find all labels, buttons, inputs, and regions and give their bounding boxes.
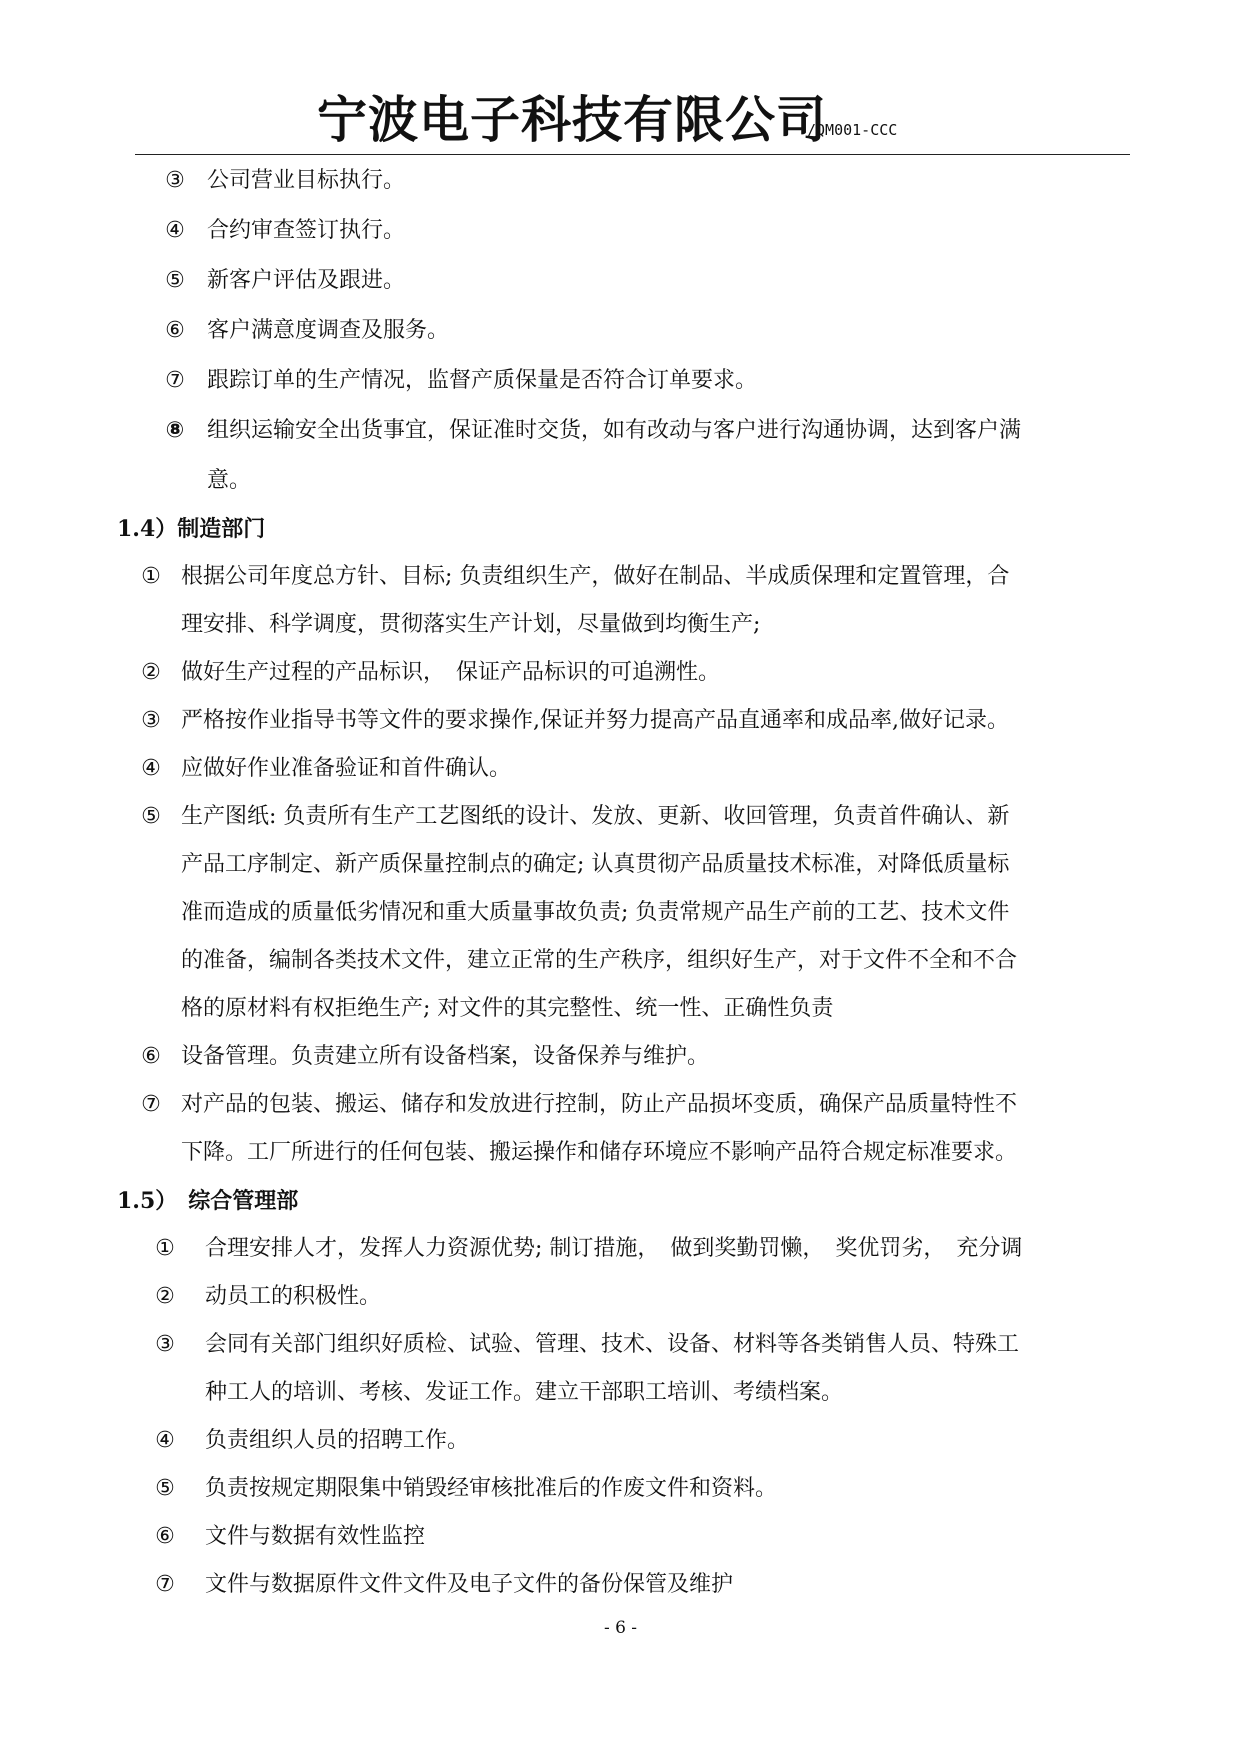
list-item (0, 658, 1241, 708)
list-item (0, 416, 1241, 466)
item-marker: ② (155, 1284, 175, 1309)
page-number: - 6 - (603, 1618, 638, 1638)
item-text: 文件与数据原件文件文件及电子文件的备份保管及维护 (205, 1572, 734, 1597)
item-text: 动员工的积极性。 (205, 1284, 382, 1309)
document-code: /QM001-CCC (807, 121, 898, 139)
item-text: 设备管理。负责建立所有设备档案，设备保养与维护。 (181, 1044, 710, 1069)
list-item (0, 1282, 1241, 1332)
item-text: 格的原材料有权拒绝生产; 对文件的其完整性、统一性、正确性负责 (181, 996, 834, 1021)
list-item-continuation (0, 1138, 1241, 1188)
item-marker: ⑦ (155, 1572, 175, 1597)
list-item-continuation (0, 1378, 1241, 1428)
item-text: 会同有关部门组织好质检、试验、管理、技术、设备、材料等各类销售人员、特殊工 (205, 1332, 1020, 1357)
item-text: 组织运输安全出货事宜，保证准时交货，如有改动与客户进行沟通协调，达到客户满 (207, 418, 1022, 443)
list-item (0, 562, 1241, 612)
item-marker: ① (141, 564, 161, 589)
list-item-continuation (0, 946, 1241, 996)
item-marker: ⑥ (141, 1044, 161, 1069)
list-item-continuation (0, 466, 1241, 516)
section-heading-1-5: 1.5） 综合管理部 (117, 1188, 299, 1214)
item-marker: ⑦ (141, 1092, 161, 1117)
list-item (0, 366, 1241, 416)
item-text: 做好生产过程的产品标识， 保证产品标识的可追溯性。 (181, 660, 721, 685)
item-text: 的准备，编制各类技术文件，建立正常的生产秩序，组织好生产，对于文件不全和不合 (181, 948, 1018, 973)
list-item (0, 1090, 1241, 1140)
item-marker: ④ (165, 218, 185, 243)
item-text: 文件与数据有效性监控 (205, 1524, 426, 1549)
item-text: 根据公司年度总方针、目标; 负责组织生产，做好在制品、半成质保理和定置管理，合 (181, 564, 1010, 589)
list-item (0, 1426, 1241, 1476)
item-marker: ③ (141, 708, 161, 733)
item-marker: ⑦ (165, 368, 185, 393)
list-item (0, 1570, 1241, 1620)
item-text: 生产图纸: 负责所有生产工艺图纸的设计、发放、更新、收回管理，负责首件确认、新 (181, 804, 1010, 829)
item-text: 意。 (207, 468, 252, 493)
item-text: 新客户评估及跟进。 (207, 268, 406, 293)
item-marker: ① (155, 1236, 175, 1261)
list-item (0, 1522, 1241, 1572)
item-marker: ③ (155, 1332, 175, 1357)
item-text: 种工人的培训、考核、发证工作。建立干部职工培训、考绩档案。 (205, 1380, 844, 1405)
item-marker: ③ (165, 168, 185, 193)
item-text: 产品工序制定、新产质保量控制点的确定; 认真贯彻产品质量技术标准，对降低质量标 (181, 852, 1010, 877)
item-text: 负责按规定期限集中销毁经审核批准后的作废文件和资料。 (205, 1476, 778, 1501)
item-text: 严格按作业指导书等文件的要求操作,保证并努力提高产品直通率和成品率,做好记录。 (181, 708, 1009, 733)
list-item (0, 1330, 1241, 1380)
list-item (0, 802, 1241, 852)
list-item-continuation (0, 610, 1241, 660)
item-marker: ④ (141, 756, 161, 781)
item-marker: ④ (155, 1428, 175, 1453)
list-item (0, 216, 1241, 266)
item-text: 跟踪订单的生产情况，监督产质保量是否符合订单要求。 (207, 368, 758, 393)
list-item (0, 754, 1241, 804)
item-marker: ⑥ (155, 1524, 175, 1549)
item-marker: ⑤ (165, 268, 185, 293)
list-item (0, 1042, 1241, 1092)
item-text: 理安排、科学调度，贯彻落实生产计划，尽量做到均衡生产; (181, 612, 761, 637)
item-text: 客户满意度调查及服务。 (207, 318, 450, 343)
item-text: 对产品的包装、搬运、储存和发放进行控制，防止产品损坏变质，确保产品质量特性不 (181, 1092, 1018, 1117)
item-marker: ⑤ (141, 804, 161, 829)
list-item (0, 1474, 1241, 1524)
item-marker: ⑥ (165, 318, 185, 343)
item-text: 公司营业目标执行。 (207, 168, 406, 193)
list-item-continuation (0, 850, 1241, 900)
list-item (0, 316, 1241, 366)
list-item (0, 166, 1241, 216)
item-text: 下降。工厂所进行的任何包装、搬运操作和储存环境应不影响产品符合规定标准要求。 (181, 1140, 1018, 1165)
item-text: 合约审查签订执行。 (207, 218, 406, 243)
list-item-continuation (0, 898, 1241, 948)
item-text: 应做好作业准备验证和首件确认。 (181, 756, 512, 781)
section-heading-1-4: 1.4）制造部门 (117, 516, 266, 542)
item-marker: ⑤ (155, 1476, 175, 1501)
item-marker: ⑧ (165, 418, 185, 443)
list-item-continuation (0, 994, 1241, 1044)
item-text: 合理安排人才，发挥人力资源优势; 制订措施， 做到奖勤罚懒， 奖优罚劣， 充分调 (205, 1236, 1023, 1261)
list-item (0, 706, 1241, 756)
item-text: 准而造成的质量低劣情况和重大质量事故负责; 负责常规产品生产前的工艺、技术文件 (181, 900, 1010, 925)
item-text: 负责组织人员的招聘工作。 (205, 1428, 470, 1453)
company-name: 宁波电子科技有限公司 (317, 91, 827, 149)
item-marker: ② (141, 660, 161, 685)
list-item (0, 266, 1241, 316)
page-header (135, 90, 1130, 155)
list-item (0, 1234, 1241, 1284)
